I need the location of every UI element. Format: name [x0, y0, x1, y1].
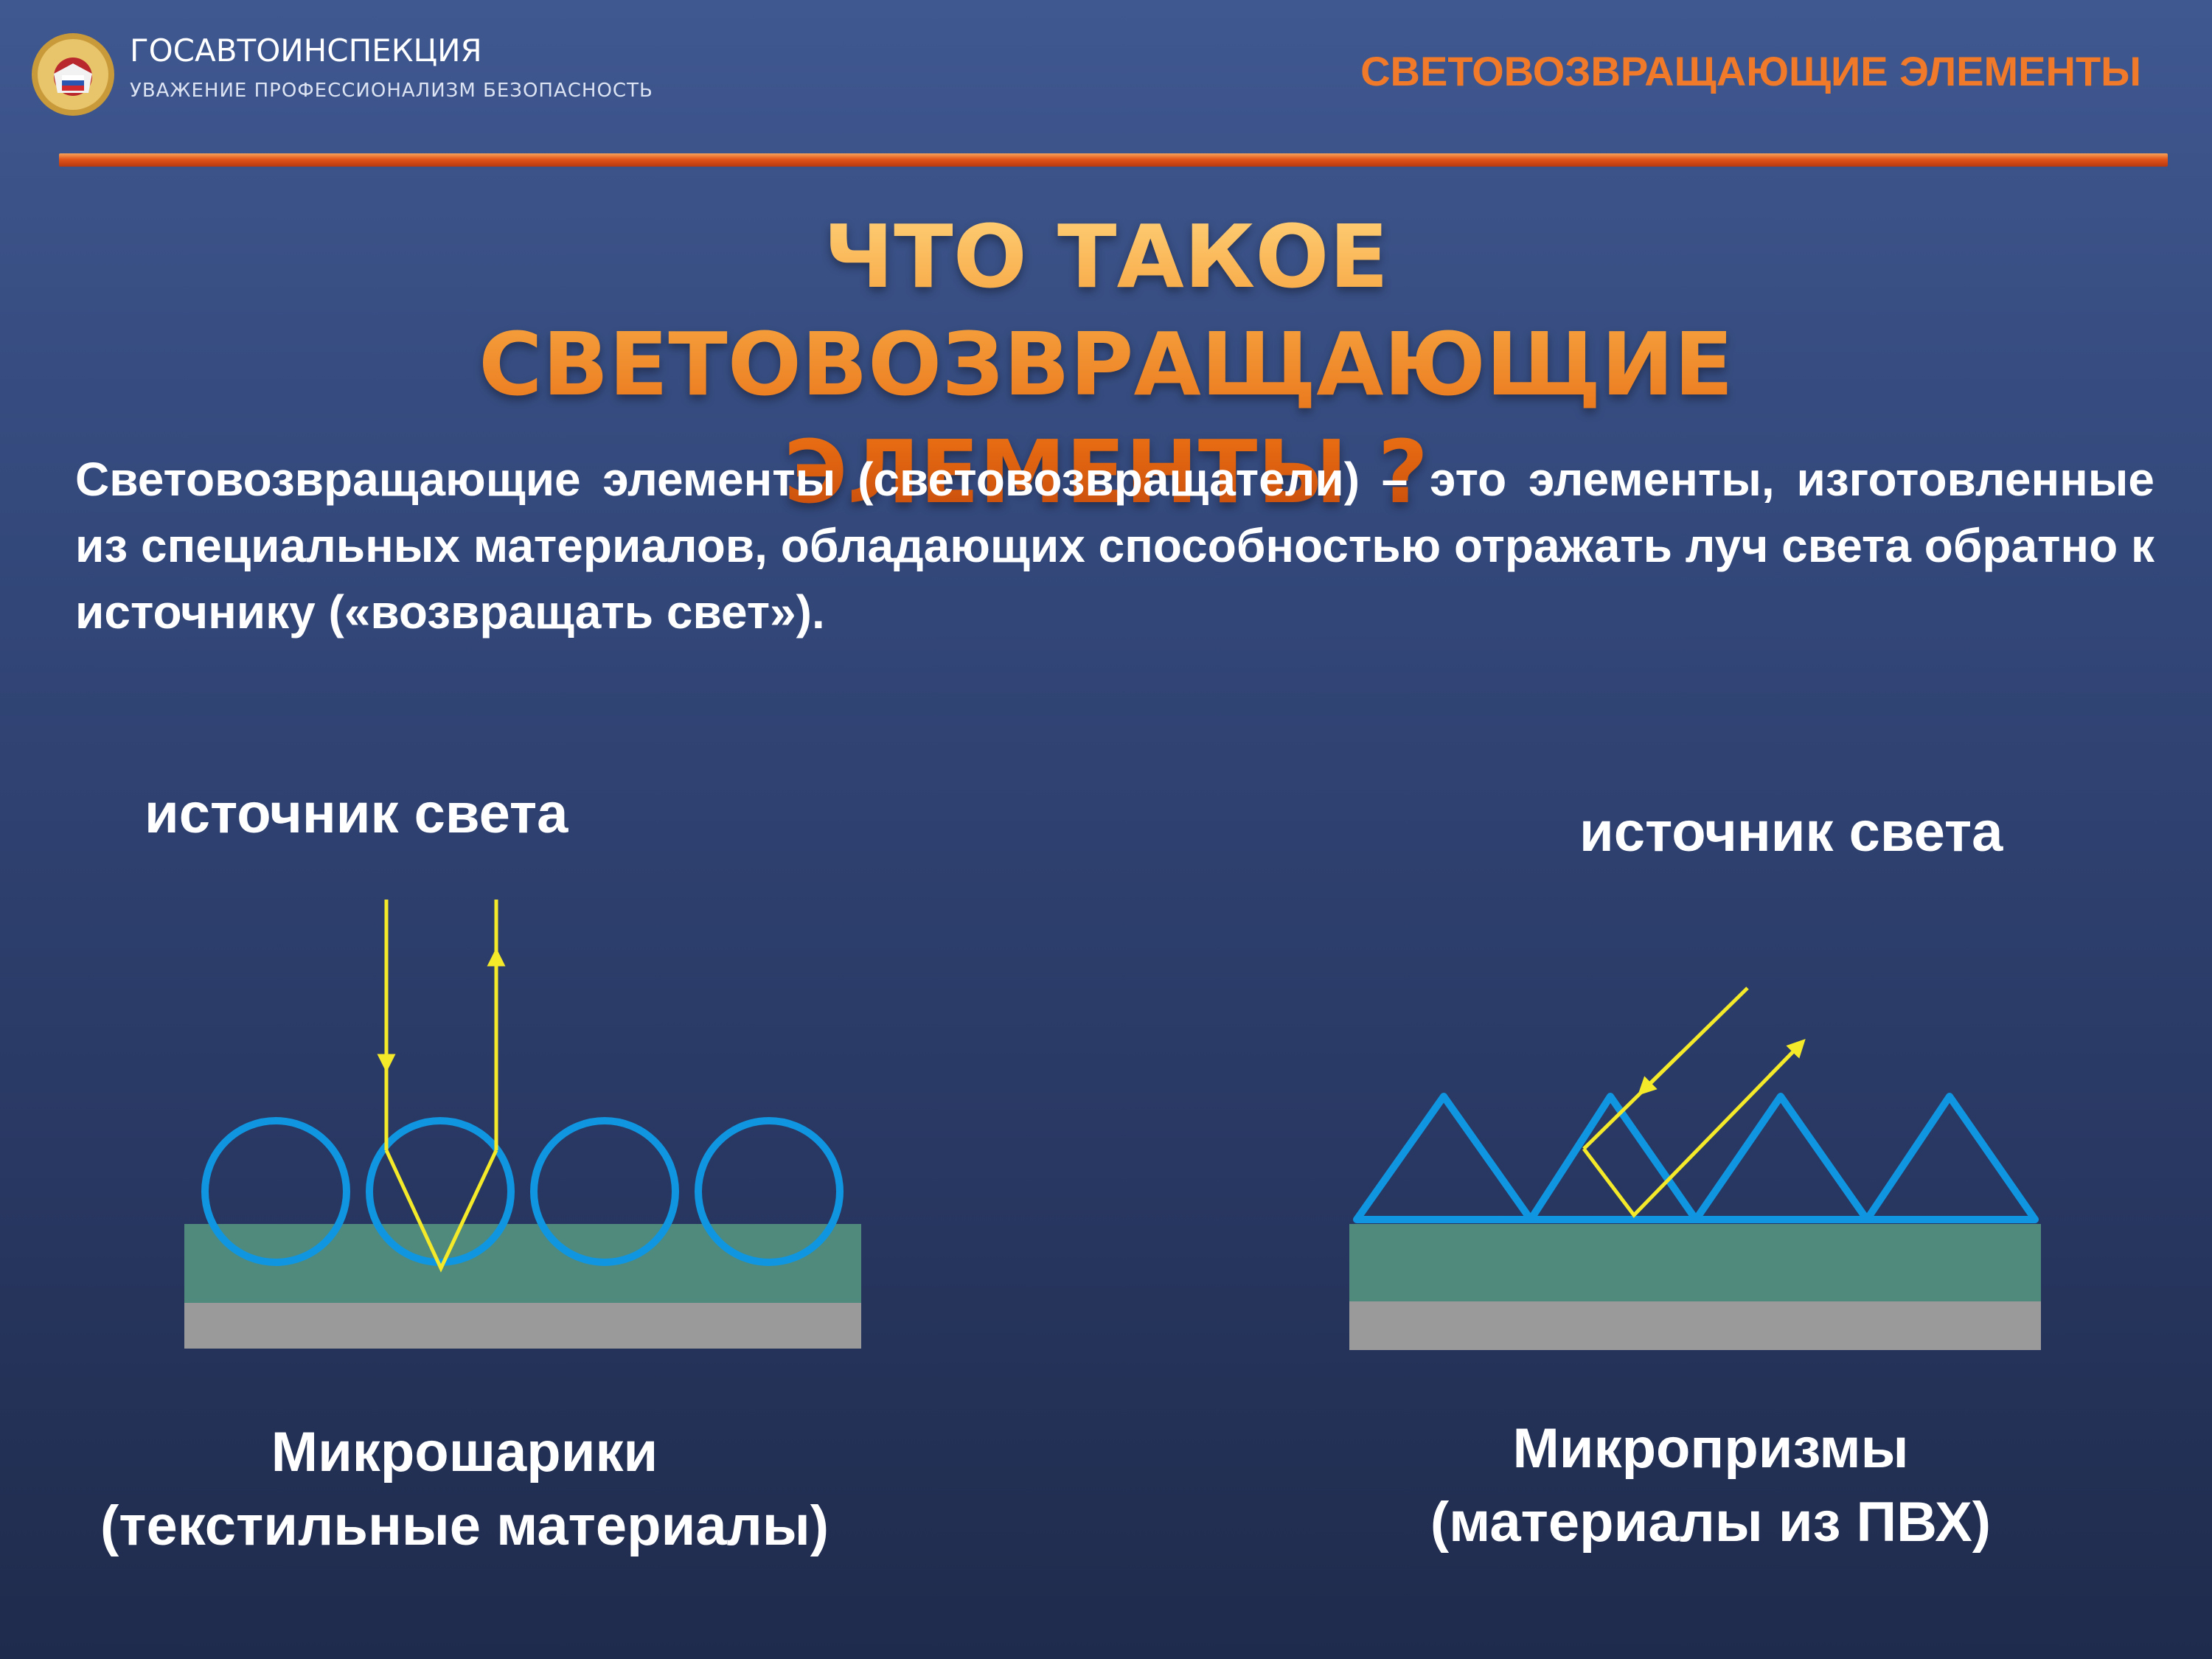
microspheres-light-source-label: источник света [145, 782, 568, 845]
org-motto: УВАЖЕНИЕ ПРОФЕССИОНАЛИЗМ БЕЗОПАСНОСТЬ [130, 80, 653, 102]
microprism [1357, 1096, 1531, 1220]
microprisms-caption-title: Микропризмы [1512, 1417, 1909, 1480]
microprism [1696, 1096, 1867, 1220]
microspheres-backing-layer [184, 1303, 861, 1349]
microprisms-base-layer [1349, 1224, 2041, 1301]
microprism [1867, 1096, 2035, 1220]
microspheres-caption-subtitle: (текстильные материалы) [100, 1495, 830, 1557]
page-title-line-2: ЭЛЕМЕНТЫ ? [783, 421, 1429, 523]
page-title-line-1: ЧТО ТАКОЕ СВЕТОВОЗВРАЩАЮЩИЕ [479, 206, 1733, 415]
microspheres-caption [44, 1416, 885, 1563]
microspheres-caption-title: Микрошарики [271, 1421, 658, 1484]
section-title: СВЕТОВОЗВРАЩАЮЩИЕ ЭЛЕМЕНТЫ [1360, 48, 2141, 94]
microprisms-backing-layer [1349, 1301, 2041, 1350]
microprisms-caption-subtitle: (материалы из ПВХ) [1430, 1491, 1992, 1554]
org-name: ГОСАВТОИНСПЕКЦИЯ [130, 32, 482, 69]
microspheres-diagram [184, 900, 861, 1349]
microprism [1531, 1096, 1696, 1220]
definition-text: Световозвращающие элементы (световозвращатели) – это элементы, изготовленные из специальных материалов, обладающих способностью отражать луч света обратно к источнику («возвращать свет»). [75, 453, 2154, 639]
microspheres-light-ray [386, 900, 496, 1268]
microprisms-diagram [1349, 988, 2041, 1350]
microprisms-light-source-label: источник света [1579, 801, 2003, 863]
microprisms-caption [1342, 1412, 2079, 1559]
